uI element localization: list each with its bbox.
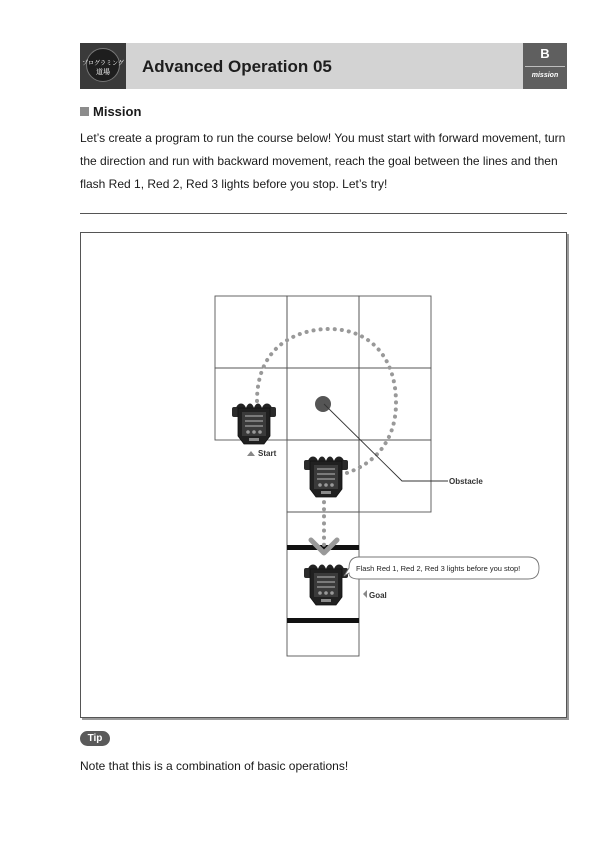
mission-heading [80,104,141,119]
badge-label: mission [531,72,559,79]
callout-text: Flash Red 1, Red 2, Red 3 lights before you stop! [356,564,521,573]
goal-label: Goal [369,591,387,600]
mission-heading-text: Mission [93,104,142,119]
robot-start-icon [232,404,276,445]
logo-lettering [80,43,126,89]
start-label: Start [258,449,277,458]
course-svg [81,233,566,717]
badge-letter: B [540,46,550,61]
obstacle-label: Obstacle [449,477,483,486]
robot-goal-icon [304,565,348,606]
divider-line [80,213,567,214]
start-marker-icon [247,451,255,456]
tip-text: Note that this is a combination of basic operations! [80,759,349,773]
robot-turn-icon [304,457,348,498]
goal-line-bottom [287,618,359,623]
mission-badge [523,43,567,89]
page-header [80,43,567,89]
badge-divider [525,66,565,67]
tip-badge: Tip [80,731,110,746]
dojo-logo [80,43,126,89]
page-title: Advanced Operation 05 [142,57,332,76]
course-diagram [80,232,567,718]
square-bullet-icon [80,107,89,116]
mission-description: Let’s create a program to run the course below! You must start with forward movement, turn the direction and run with backward movement, reach the goal between the lines and then flash Red 1, Red 2, Red 3 lights before you stop. Let’s try! [80,131,566,191]
robot-path [257,329,396,553]
obstacle-icon [315,396,331,412]
goal-marker-icon [363,590,367,598]
svg-text:プログラミング: プログラミング [82,60,124,67]
svg-text:道場: 道場 [96,68,110,76]
